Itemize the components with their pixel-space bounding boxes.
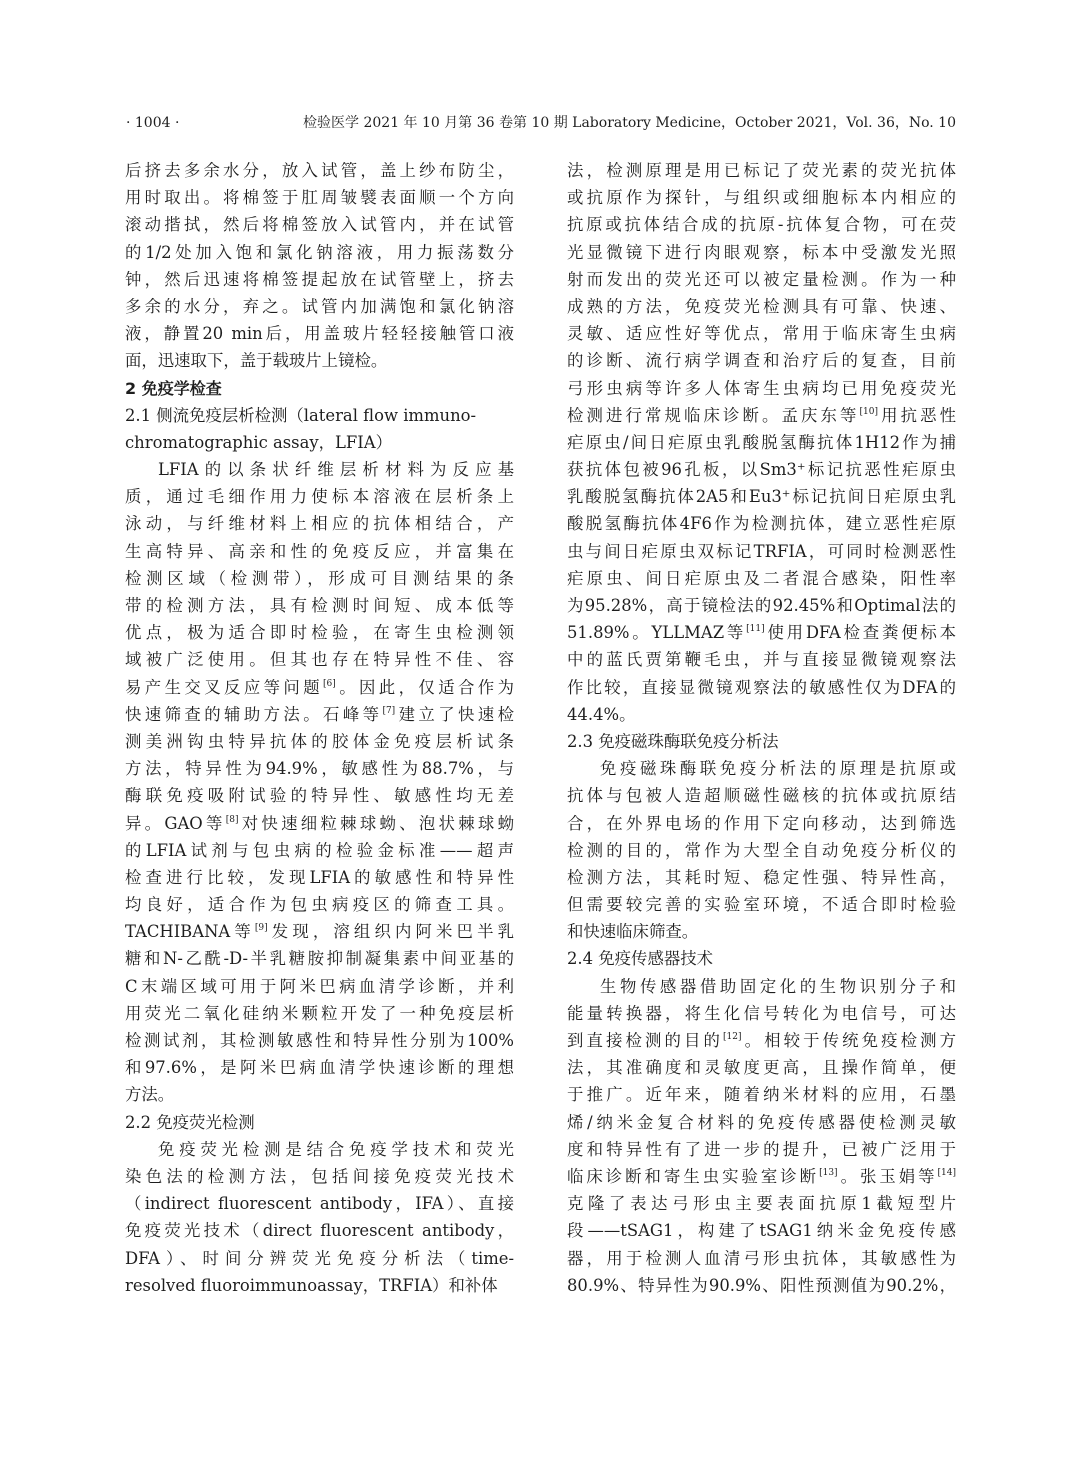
line-text: DFA）、时间分辨荧光免疫分析法（time- [125,1248,514,1268]
text-line [125,510,514,537]
line-text: 克隆了表达弓形虫主要表面抗原1截短型片 [567,1194,956,1214]
line-text: 2.1 侧流免疫层析检测（lateral flow immuno- [125,405,477,425]
line-text: 44.4%。 [567,704,636,724]
line-text: 液，静置20 min后，用盖玻片轻轻接触管口液 [125,324,514,344]
line-text: 疟原虫/间日疟原虫乳酸脱氢酶抗体1H12作为捕 [567,432,956,452]
line-text: 2.4 免疫传感器技术 [567,949,714,969]
text-line [125,565,514,592]
line-text: 的诊断、流行病学调查和治疗后的复查，目前 [567,351,956,371]
line-text: 免疫荧光技术（direct fluorescent antibody， [125,1221,514,1241]
line-text: 染色法的检测方法，包括间接免疫荧光技术 [125,1166,514,1186]
line-text: 抗体与包被人造超顺磁性磁核的抗体或抗原结 [567,786,956,806]
line-text: 2 免疫学检查 [125,378,222,398]
text-line [567,510,956,537]
line-text: 均良好，适合作为包虫病疫区的筛查工具。 [125,895,514,915]
text-line [125,211,514,238]
text-line [125,945,514,972]
text-line [567,864,956,891]
text-line [567,320,956,347]
text-line [567,810,956,837]
text-line [125,293,514,320]
text-line [567,973,956,1000]
page-number: · 1004 · [126,115,180,131]
section-heading [567,728,956,755]
text-line [125,592,514,619]
line-text: 疟原虫、间日疟原虫及二者混合感染，阳性率 [567,568,956,588]
citation-ref: [13] [819,1167,838,1178]
text-line [567,1136,956,1163]
line-text: 酶联免疫吸附试验的特异性、敏感性均无差 [125,786,514,806]
line-text: 2.3 免疫磁珠酶联免疫分析法 [567,731,779,751]
text-line [567,1000,956,1027]
line-text: 异。GAO等 [125,813,226,833]
text-line [125,1054,514,1081]
text-line [567,157,956,184]
text-line [567,565,956,592]
text-line [125,538,514,565]
line-text: 乳酸脱氢酶抗体2A5和Eu3⁺标记抗间日疟原虫乳 [567,487,956,507]
text-line [125,674,514,701]
line-text: 能量转换器，将生化信号转化为电信号，可达 [567,1003,956,1023]
text-line [125,1136,514,1163]
line-text: 法，检测原理是用已标记了荧光素的荧光抗体 [567,161,956,180]
text-line [567,239,956,266]
line-text: 多余的水分，弃之。试管内加满饱和氯化钠溶 [125,296,514,316]
line-text: 器，用于检测人血清弓形虫抗体，其敏感性为 [567,1248,956,1268]
line-text: 2.2 免疫荧光检测 [125,1112,255,1132]
left-column [125,157,514,1299]
line-text: 钟，然后迅速将棉签提起放在试管壁上，挤去 [125,269,514,289]
text-line [567,429,956,456]
section-heading [125,375,514,402]
citation-ref: [12] [723,1032,742,1042]
line-text: 酸脱氢酶抗体4F6作为检测抗体，建立恶性疟原 [567,514,956,534]
line-text: LFIA的以条状纤维层析材料为反应基 [158,460,514,480]
text-line [125,973,514,1000]
line-text: 检测试剂，其检测敏感性和特异性分别为100% [125,1031,514,1050]
line-text: 法，其准确度和灵敏度更高，且操作简单，便 [567,1058,956,1078]
text-line [567,674,956,701]
line-text: 检测区域（检测带），形成可目测结果的条 [125,568,514,588]
text-line [567,293,956,320]
citation-ref: [9] [254,923,268,934]
line-text: 度和特异性有了进一步的提升，已被广泛用于 [567,1139,956,1159]
text-line [567,1272,956,1299]
text-line [567,646,956,673]
text-line [567,1245,956,1272]
line-text: 免疫磁珠酶联免疫分析法的原理是抗原或 [600,759,956,779]
line-text: 易产生交叉反应等问题 [125,677,324,697]
line-text: 方法。 [125,1085,175,1105]
line-text: 糖和N-乙酰-D-半乳糖胺抑制凝集素中间亚基的 [125,949,514,969]
text-line [125,320,514,347]
text-line [125,1272,514,1299]
line-text: 和97.6%，是阿米巴病血清学快速诊断的理想 [125,1058,514,1078]
line-text: 烯/纳米金复合材料的免疫传感器使检测灵敏 [567,1112,956,1132]
line-text-after: 对快速细粒棘球蚴、泡状棘球蚴 [238,813,514,833]
text-line [125,782,514,809]
line-text-after: 建立了快速检 [395,704,514,724]
line-text: 生高特异、高亲和性的免疫反应，并富集在 [125,541,514,561]
journal-citation: 检验医学 2021 年 10 月第 36 卷第 10 期 Laboratory Medicine，October 2021，Vol. 36，No. 10 [303,115,956,131]
line-text-after: 。因此，仅适合作为 [335,677,514,697]
text-line [567,347,956,374]
text-line [125,1190,514,1217]
text-line [567,1190,956,1217]
text-line [125,266,514,293]
text-line [125,1217,514,1244]
text-line [125,1245,514,1272]
citation-ref: [8] [225,814,239,825]
line-text: 成熟的方法，免疫荧光检测具有可靠、快速、 [567,296,956,316]
text-line [567,755,956,782]
line-text: 检测的目的，常作为大型全自动免疫分析仪的 [567,840,956,860]
citation-ref: [7] [382,705,396,716]
text-line [125,1163,514,1190]
line-text: 面，迅速取下，盖于载玻片上镜检。 [125,351,388,371]
text-line [567,701,956,728]
section-heading [125,1109,514,1136]
line-text-after: 发现，溶组织内阿米巴半乳 [267,922,514,942]
line-text: 检测进行常规临床诊断。孟庆东等 [567,405,860,425]
line-text: 和快速临床筛查。 [567,922,699,942]
citation-ref: [11] [746,624,765,635]
line-text: 方法，特异性为94.9%，敏感性为88.7%，与 [125,759,514,779]
text-line [125,810,514,837]
text-line [567,1027,956,1054]
line-text: 51.89%。YLLMAZ等 [567,623,747,643]
text-line [125,864,514,891]
line-text: resolved fluoroimmunoassay，TRFIA）和补体 [125,1275,498,1295]
text-line [567,266,956,293]
line-text: 中的蓝氏贾第鞭毛虫，并与直接显微镜观察法 [567,650,956,670]
line-text: C末端区域可用于阿米巴病血清学诊断，并利 [125,976,514,996]
line-text: 滚动揩拭，然后将棉签放入试管内，并在试管 [125,215,514,235]
text-line [567,1109,956,1136]
line-text: 合，在外界电场的作用下定向移动，达到筛选 [567,813,956,833]
line-text: 80.9%、特异性为90.9%、阳性预测值为90.2%， [567,1275,956,1295]
text-line [125,837,514,864]
text-line [567,918,956,945]
text-line [567,456,956,483]
text-line [567,402,956,429]
section-heading [125,402,514,429]
line-text: 泳动，与纤维材料上相应的抗体相结合，产 [125,514,514,534]
line-text: 测美洲钩虫特异抗体的胶体金免疫层析试条 [125,731,514,751]
text-line [567,837,956,864]
text-line [125,918,514,945]
text-line [567,538,956,565]
line-text: 优点，极为适合即时检验，在寄生虫检测领 [125,623,514,643]
line-text: 检测方法，其耗时短、稳定性强、特异性高， [567,867,956,887]
text-line [567,375,956,402]
line-text: 免疫荧光检测是结合免疫学技术和荧光 [158,1139,514,1159]
text-line [125,347,514,374]
line-text: （indirect fluorescent antibody，IFA）、直接 [125,1194,514,1214]
line-text: 带的检测方法，具有检测时间短、成本低等 [125,596,514,615]
line-text: 到直接检测的目的 [567,1031,724,1050]
line-text: 检查进行比较，发现LFIA的敏感性和特异性 [125,867,514,887]
line-text: 但需要较完善的实验室环境，不适合即时检验 [567,895,956,915]
text-line [125,891,514,918]
line-text: 灵敏、适应性好等优点，常用于临床寄生虫病 [567,324,956,344]
line-text: 快速筛查的辅助方法。石峰等 [125,704,383,724]
citation-ref: [14] [937,1167,956,1178]
line-text: 于推广。近年来，随着纳米材料的应用，石墨 [567,1085,956,1105]
line-text-after: 。相较于传统免疫检测方 [741,1031,956,1050]
line-text: 用时取出。将棉签于肛周皱襞表面顺一个方向 [125,188,514,208]
line-text: 域被广泛使用。但其也存在特异性不佳、容 [125,650,514,670]
text-line [567,211,956,238]
section-heading [567,945,956,972]
text-line [125,157,514,184]
text-line [567,782,956,809]
text-line [567,1217,956,1244]
text-line [125,1081,514,1108]
line-text: TACHIBANA等 [125,922,255,942]
text-line [125,483,514,510]
text-line [567,1163,956,1190]
running-header [126,113,956,137]
text-line [125,239,514,266]
line-text: 生物传感器借助固定化的生物识别分子和 [600,976,956,996]
line-text: 抗原或抗体结合成的抗原-抗体复合物，可在荧 [567,215,956,235]
text-line [125,755,514,782]
text-line [567,1081,956,1108]
text-line [125,619,514,646]
text-line [567,619,956,646]
line-text: 虫与间日疟原虫双标记TRFIA，可同时检测恶性 [567,541,956,561]
text-line [125,1000,514,1027]
line-text: 为95.28%，高于镜检法的92.45%和Optimal法的 [567,596,956,615]
line-text: 弓形虫病等许多人体寄生虫病均已用免疫荧光 [567,378,956,398]
text-line [125,184,514,211]
line-text-after: 使用DFA检查粪便标本 [764,623,956,643]
line-text: 临床诊断和寄生虫实验室诊断 [567,1166,820,1186]
text-line [567,1054,956,1081]
text-line [125,456,514,483]
text-line [125,1027,514,1054]
line-text: 射而发出的荧光还可以被定量检测。作为一种 [567,269,956,289]
right-column [567,157,956,1299]
text-line [125,728,514,755]
citation-ref: [10] [859,406,878,417]
line-text: 的LFIA试剂与包虫病的检验金标准——超声 [125,840,514,860]
text-line [125,701,514,728]
line-text: 段——tSAG1，构建了tSAG1纳米金免疫传感 [567,1221,956,1241]
line-text: 质，通过毛细作用力使标本溶液在层析条上 [125,487,514,507]
line-text-after: 。张玉娟等 [837,1166,938,1186]
line-text: 获抗体包被96孔板，以Sm3⁺标记抗恶性疟原虫 [567,460,956,480]
text-line [125,646,514,673]
line-text-after: 用抗恶性 [878,405,956,425]
line-text: 用荧光二氧化硅纳米颗粒开发了一种免疫层析 [125,1003,514,1023]
text-line [567,592,956,619]
text-line [567,891,956,918]
text-line [567,483,956,510]
text-line [567,184,956,211]
text-line [125,429,514,456]
line-text: 或抗原作为探针，与组织或细胞标本内相应的 [567,188,956,208]
line-text: 光显微镜下进行肉眼观察，标本中受激发光照 [567,242,956,262]
line-text: 的1/2处加入饱和氯化钠溶液，用力振荡数分 [125,242,514,262]
line-text: 后挤去多余水分，放入试管，盖上纱布防尘， [125,161,514,180]
line-text: chromatographic assay，LFIA） [125,432,392,452]
line-text: 作比较，直接显微镜观察法的敏感性仅为DFA的 [567,677,956,697]
citation-ref: [6] [323,678,336,689]
